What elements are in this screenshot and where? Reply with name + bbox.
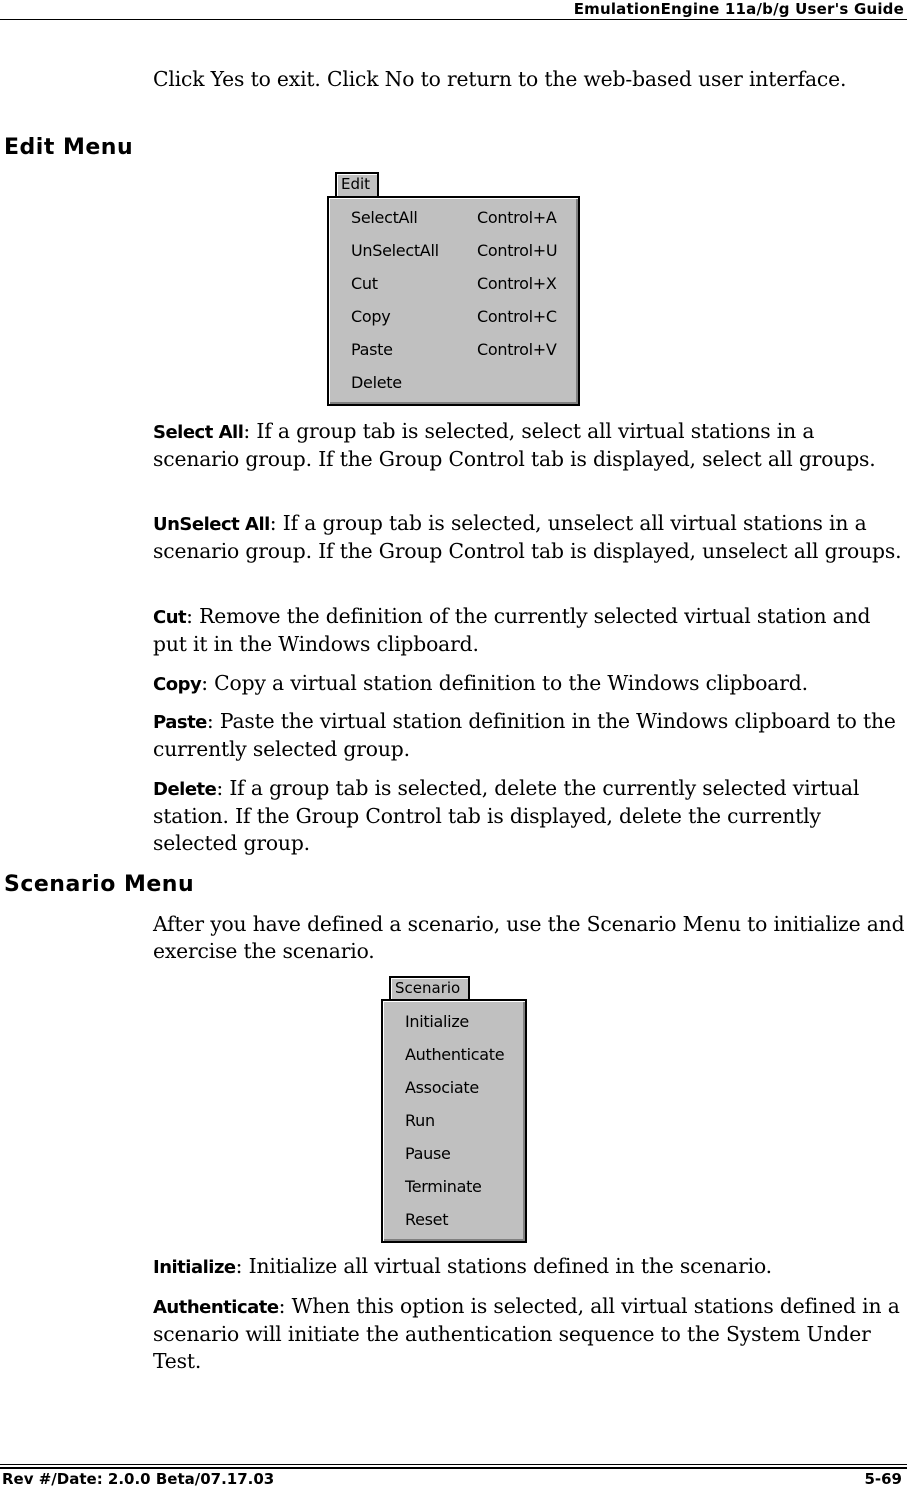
menu-item-unselect-all[interactable]: UnSelectAll <box>351 241 439 260</box>
menu-item-pause[interactable]: Pause <box>405 1144 451 1163</box>
menu-item-paste[interactable]: Paste <box>351 340 393 359</box>
menu-item-run[interactable]: Run <box>405 1111 435 1130</box>
footer-rule-thin <box>0 1464 907 1465</box>
term-paste: Paste <box>153 712 207 733</box>
page-number: 5-69 <box>864 1470 902 1488</box>
menu-item-initialize[interactable]: Initialize <box>405 1012 469 1031</box>
scenario-menu-intro: After you have defined a scenario, use the Scenario Menu to initialize and exercise the scenario. <box>153 912 905 963</box>
menu-item-associate[interactable]: Associate <box>405 1078 479 1097</box>
text-copy: : Copy a virtual station definition to the Windows clipboard. <box>201 671 808 695</box>
desc-unselect-all <box>153 510 905 565</box>
running-header-title: EmulationEngine 11a/b/g User's Guide <box>573 0 904 18</box>
scenario-menu-dropdown <box>381 999 527 1243</box>
shortcut-unselect-all: Control+U <box>477 241 558 260</box>
shortcut-paste: Control+V <box>477 340 557 359</box>
shortcut-copy: Control+C <box>477 307 557 326</box>
desc-delete <box>153 775 905 857</box>
shortcut-select-all: Control+A <box>477 208 557 227</box>
shortcut-cut: Control+X <box>477 274 557 293</box>
desc-initialize <box>153 1253 905 1281</box>
header-rule <box>0 19 907 20</box>
edit-menu-heading: Edit Menu <box>4 135 134 160</box>
edit-menu-tab-label: Edit <box>341 175 371 193</box>
menu-item-delete[interactable]: Delete <box>351 373 402 392</box>
term-copy: Copy <box>153 674 202 695</box>
menu-item-reset[interactable]: Reset <box>405 1210 449 1229</box>
text-select-all: : If a group tab is selected, select all virtual stations in a scenario group. If the Group Control tab is displayed, select all groups. <box>153 419 876 471</box>
desc-select-all <box>153 418 905 473</box>
scenario-menu-heading: Scenario Menu <box>4 872 195 897</box>
exit-instruction: Click Yes to exit. Click No to return to the web-based user interface. <box>153 67 847 91</box>
menu-item-terminate[interactable]: Terminate <box>405 1177 482 1196</box>
text-cut: : Remove the definition of the currently selected virtual station and put it in the Windows clipboard. <box>153 604 871 656</box>
term-cut: Cut <box>153 607 187 628</box>
scenario-menu-tab-label: Scenario <box>395 979 461 997</box>
menu-item-copy[interactable]: Copy <box>351 307 391 326</box>
footer-revision: Rev #/Date: 2.0.0 Beta/07.17.03 <box>2 1470 275 1488</box>
menu-item-select-all[interactable]: SelectAll <box>351 208 418 227</box>
text-delete: : If a group tab is selected, delete the currently selected virtual station. If the Group Control tab is displayed, delete the currently selected group. <box>153 776 860 855</box>
menu-item-cut[interactable]: Cut <box>351 274 378 293</box>
text-paste: : Paste the virtual station definition in the Windows clipboard to the currently selected group. <box>153 709 896 761</box>
desc-copy <box>153 670 905 698</box>
text-initialize: : Initialize all virtual stations defined in the scenario. <box>235 1254 772 1278</box>
text-unselect-all: : If a group tab is selected, unselect all virtual stations in a scenario group. If the Group Control tab is displayed, unselect all groups. <box>153 511 902 563</box>
desc-cut <box>153 603 905 658</box>
term-unselect-all: UnSelect All <box>153 514 270 535</box>
footer-rule-thick <box>0 1467 907 1469</box>
edit-menu-dropdown <box>327 196 580 406</box>
desc-authenticate <box>153 1293 905 1375</box>
term-select-all: Select All <box>153 422 244 443</box>
desc-paste <box>153 708 905 763</box>
term-initialize: Initialize <box>153 1257 236 1278</box>
term-delete: Delete <box>153 779 217 800</box>
text-authenticate: : When this option is selected, all virtual stations defined in a scenario will initiate the authentication sequence to the System Under Test. <box>153 1294 900 1373</box>
menu-item-authenticate[interactable]: Authenticate <box>405 1045 505 1064</box>
term-authenticate: Authenticate <box>153 1297 279 1318</box>
